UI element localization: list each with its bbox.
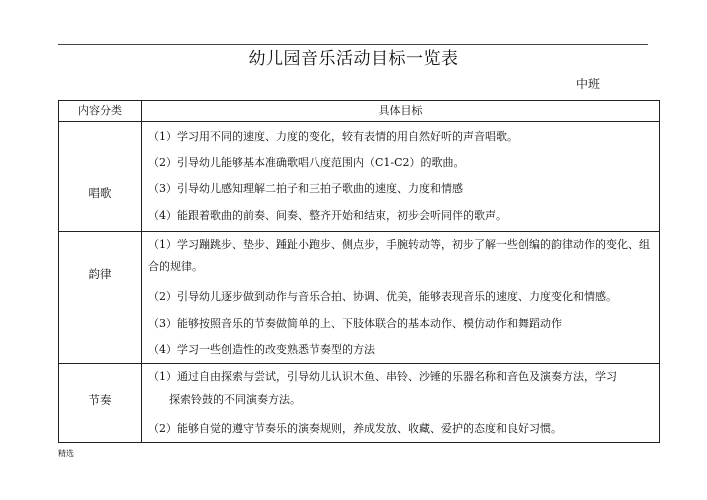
section-divider-2 bbox=[59, 363, 659, 364]
movement-goal-2: （2）引导幼儿逐步做到动作与音乐合拍、协调、优美，能够表现音乐的速度、力度变化和情感。 bbox=[148, 290, 617, 303]
section-divider-1 bbox=[59, 231, 659, 232]
document-title: 幼儿园音乐活动目标一览表 bbox=[248, 49, 459, 69]
singing-goal-3: （3）引导幼儿感知理解二拍子和三拍子歌曲的速度、力度和情感 bbox=[148, 182, 463, 195]
rhythm-goal-1: （1）通过自由探索与尝试，引导幼儿认识木鱼、串铃、沙锤的乐器名称和音色及演奏方法，学习 bbox=[148, 370, 617, 383]
header-category: 内容分类 bbox=[78, 104, 122, 117]
top-rule bbox=[58, 44, 648, 45]
footer-note: 精选 bbox=[58, 449, 74, 458]
rhythm-goal-1-continued: 探索铃鼓的不同演奏方法。 bbox=[169, 393, 301, 406]
movement-goal-1: （1）学习蹦跳步、垫步、踵趾小跑步、侧点步，手腕转动等，初步了解一些创编的韵律动作的变化、组合的规律。 bbox=[148, 238, 650, 273]
category-rhythm: 节奏 bbox=[88, 393, 112, 407]
singing-goal-4: （4）能跟着歌曲的前奏、间奏、整齐开始和结束，初步会听同伴的歌声。 bbox=[148, 209, 507, 222]
header-divider bbox=[59, 121, 659, 122]
movement-goal-4: （4）学习一些创造性的改变熟悉节奏型的方法 bbox=[148, 343, 375, 356]
movement-goal-3: （3）能够按照音乐的节奏做简单的上、下肢体联合的基本动作、模仿动作和舞蹈动作 bbox=[148, 317, 562, 330]
column-divider bbox=[141, 101, 142, 442]
grade-label: 中班 bbox=[576, 77, 601, 91]
header-goals: 具体目标 bbox=[378, 104, 423, 117]
goals-table bbox=[58, 100, 660, 443]
singing-goal-1: （1）学习用不同的速度、力度的变化，较有表情的用自然好听的声音唱歌。 bbox=[148, 130, 518, 143]
category-singing: 唱歌 bbox=[88, 186, 112, 200]
category-rhythmic-movement: 韵律 bbox=[88, 267, 112, 281]
singing-goal-2: （2）引导幼儿能够基本准确歌唱八度范围内（C1-C2）的歌曲。 bbox=[148, 156, 465, 169]
rhythm-goal-2: （2）能够自觉的遵守节奏乐的演奏规则，养成发放、收藏、爱护的态度和良好习惯。 bbox=[148, 422, 562, 435]
